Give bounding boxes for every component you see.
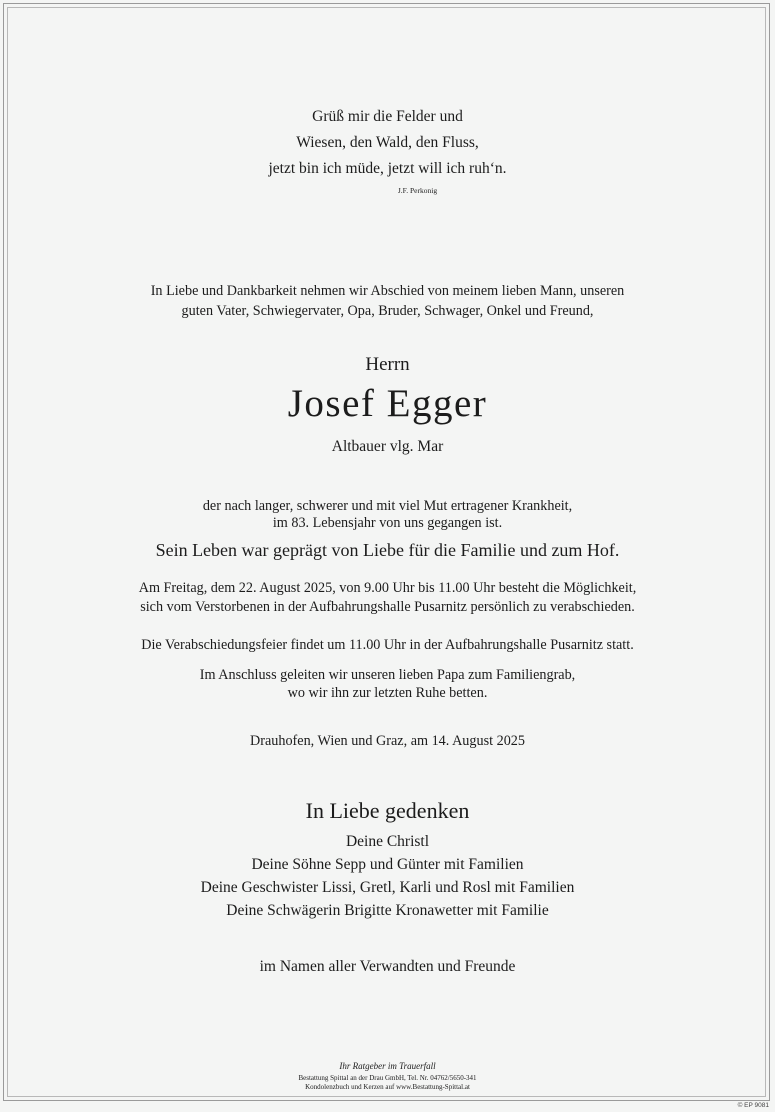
place-date: Drauhofen, Wien und Graz, am 14. August 2025 — [250, 733, 525, 749]
poem-author: J.F. Perkonig — [397, 186, 438, 195]
burial-line: wo wir ihn zur letzten Ruhe betten. — [287, 685, 488, 701]
viewing-line: Am Freitag, dem 22. August 2025, von 9.00 Uhr bis 11.00 Uhr besteht die Möglichkeit, — [138, 580, 637, 596]
passing-line: der nach langer, schwerer und mit viel Mut ertragener Krankheit, — [202, 498, 573, 514]
ceremony-line: Die Verabschiedungsfeier findet um 11.00 Uhr in der Aufbahrungshalle Pusarnitz statt. — [141, 637, 634, 653]
intro-line: In Liebe und Dankbarkeit nehmen wir Abschied von meinem lieben Mann, unseren — [150, 283, 625, 299]
salutation: Herrn — [365, 354, 410, 375]
memorial-closing: im Namen aller Verwandten und Freunde — [259, 958, 516, 975]
poem-line: jetzt bin ich müde, jetzt will ich ruh‘n. — [268, 160, 507, 177]
mourner-line: Deine Söhne Sepp und Günter mit Familien — [251, 856, 524, 873]
poem-line: Grüß mir die Felder und — [312, 108, 463, 125]
intro-line: guten Vater, Schwiegervater, Opa, Bruder, Schwager, Onkel und Freund, — [181, 303, 594, 319]
burial-line: Im Anschluss geleiten wir unseren lieben Papa zum Familiengrab, — [199, 667, 576, 683]
viewing-line: sich vom Verstorbenen in der Aufbahrungshalle Pusarnitz persönlich zu verabschieden. — [140, 599, 635, 615]
life-statement: Sein Leben war geprägt von Liebe für die Familie und zum Hof. — [155, 540, 620, 560]
footer-web: Kondolenzbuch und Kerzen auf www.Bestattung-Spittal.at — [305, 1083, 470, 1091]
mourner-line: Deine Schwägerin Brigitte Kronawetter mit Familie — [226, 902, 549, 919]
footer-company: Bestattung Spittal an der Drau GmbH, Tel. Nr. 04762/5650-341 — [298, 1074, 477, 1082]
deceased-occupation: Altbauer vlg. Mar — [331, 438, 444, 455]
memorial-heading: In Liebe gedenken — [305, 798, 470, 823]
poem-line: Wiesen, den Wald, den Fluss, — [296, 134, 479, 151]
footer-slogan: Ihr Ratgeber im Trauerfall — [339, 1061, 436, 1071]
mourner-line: Deine Christl — [345, 833, 430, 850]
deceased-name: Josef Egger — [287, 382, 488, 425]
passing-line: im 83. Lebensjahr von uns gegangen ist. — [272, 515, 503, 531]
reference-code: © EP 9081 — [737, 1102, 769, 1109]
mourner-line: Deine Geschwister Lissi, Gretl, Karli und Rosl mit Familien — [200, 879, 575, 896]
